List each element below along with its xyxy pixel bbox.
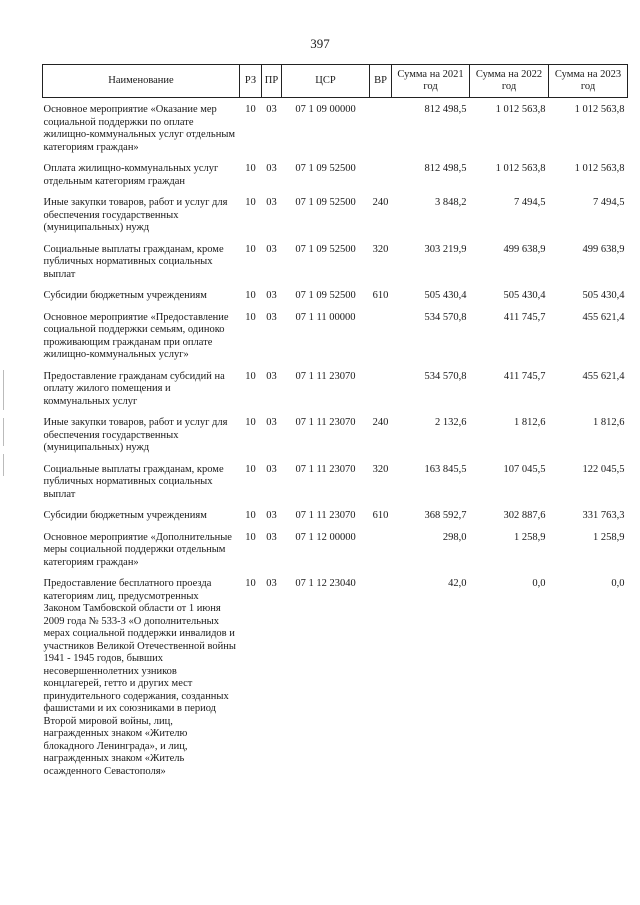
cell-rz: 10: [245, 417, 256, 428]
cell-vr: 610: [372, 290, 389, 301]
table-body: [43, 98, 628, 781]
cell-vr: [370, 364, 392, 411]
table-row: [43, 457, 628, 504]
cell-sum-2021: 3 848,2: [435, 197, 467, 208]
cell-sum-2022: 411 745,7: [503, 311, 546, 323]
cell-rz: 10: [245, 311, 256, 323]
cell-sum-2023: 1 258,9: [593, 531, 625, 543]
cell-name: Основное мероприятие «Предоставление социальной поддержки семьям, одиноко проживающим гражданам при оплате жилищно-коммунальных услуг»: [43, 311, 229, 360]
cell-csr: 07 1 11 23070: [295, 510, 356, 521]
cell-rz: 10: [245, 197, 256, 208]
budget-table-container: [42, 64, 627, 780]
cell-vr: 240: [372, 417, 389, 428]
budget-table: [42, 64, 628, 780]
header-pr: ПР: [262, 65, 282, 98]
cell-rz: 10: [245, 370, 256, 382]
table-row: [43, 156, 628, 190]
cell-csr: 07 1 09 52500: [295, 197, 356, 208]
cell-sum-2023: 0,0: [611, 578, 625, 589]
cell-vr: [370, 98, 392, 157]
table-row: [43, 283, 628, 305]
cell-sum-2021: 812 498,5: [424, 104, 467, 115]
cell-pr: 03: [266, 417, 277, 428]
cell-sum-2023: 1 012 563,8: [574, 104, 625, 115]
cell-rz: 10: [245, 290, 256, 301]
table-row: [43, 503, 628, 525]
cell-csr: 07 1 12 00000: [295, 531, 356, 543]
cell-sum-2021: 303 219,9: [424, 243, 467, 255]
cell-csr: 07 1 11 23070: [295, 463, 356, 475]
cell-vr: 320: [372, 463, 389, 475]
cell-csr: 07 1 11 23070: [295, 417, 356, 428]
cell-sum-2021: 368 592,7: [424, 510, 467, 521]
cell-sum-2021: 534 570,8: [424, 311, 467, 323]
cell-pr: 03: [266, 197, 277, 208]
cell-csr: 07 1 11 00000: [295, 311, 356, 323]
cell-sum-2023: 505 430,4: [582, 290, 625, 301]
cell-name: Предоставление гражданам субсидий на оплату жилого помещения и коммунальных услуг: [43, 370, 225, 407]
cell-sum-2022: 0,0: [532, 578, 546, 589]
cell-sum-2023: 1 012 563,8: [574, 163, 625, 174]
page-number: 397: [310, 36, 330, 51]
cell-rz: 10: [245, 163, 256, 174]
cell-csr: 07 1 09 52500: [295, 243, 356, 255]
cell-sum-2021: 298,0: [442, 531, 467, 543]
cell-name: Иные закупки товаров, работ и услуг для обеспечения государственных (муниципальных) нужд: [43, 417, 228, 453]
cell-sum-2022: 411 745,7: [503, 370, 546, 382]
cell-sum-2021: 505 430,4: [424, 290, 467, 301]
cell-rz: 10: [245, 531, 256, 543]
cell-sum-2022: 302 887,6: [503, 510, 546, 521]
table-row: [43, 571, 628, 780]
cell-sum-2023: 7 494,5: [593, 197, 625, 208]
cell-vr: 240: [372, 197, 389, 208]
cell-rz: 10: [245, 104, 256, 115]
cell-name: Социальные выплаты гражданам, кроме публичных нормативных социальных выплат: [43, 243, 224, 280]
table-row: [43, 410, 628, 457]
cell-name: Субсидии бюджетным учреждениям: [43, 510, 207, 521]
cell-pr: 03: [266, 578, 277, 589]
cell-sum-2023: 455 621,4: [582, 370, 625, 382]
table-row: [43, 190, 628, 237]
cell-rz: 10: [245, 463, 256, 475]
cell-sum-2022: 499 638,9: [503, 243, 546, 255]
cell-rz: 10: [245, 578, 256, 589]
cell-sum-2023: 331 763,3: [582, 510, 625, 521]
cell-name: Социальные выплаты гражданам, кроме публичных нормативных социальных выплат: [43, 463, 224, 500]
cell-pr: 03: [266, 163, 277, 174]
table-row: [43, 237, 628, 284]
scan-edge-marks: [2, 370, 6, 520]
cell-sum-2023: 499 638,9: [582, 243, 625, 255]
header-rz: РЗ: [240, 65, 262, 98]
table-row: [43, 525, 628, 572]
cell-name: Оплата жилищно-коммунальных услуг отдельным категориям граждан: [43, 163, 219, 187]
cell-sum-2023: 455 621,4: [582, 311, 625, 323]
cell-vr: [370, 525, 392, 572]
cell-vr: [370, 571, 392, 780]
cell-name: Предоставление бесплатного проезда категориям лиц, предусмотренных Законом Тамбовской области от 1 июня 2009 года № 533-З «О дополнительных мерах социальной поддержки инвалидов и участников Великой Отечественной войны 1941 - 1945 годов, бывших несовершеннолетних узников концлагерей, гетто и других мест принудительного содержания, созданных фашистами и их союзниками в период Второй мировой войны, лиц, награжденных знаком «Жителю блокадного Ленинграда», и лиц, награжденных знаком «Житель осажденного Севастополя»: [43, 578, 236, 777]
cell-sum-2022: 107 045,5: [503, 463, 546, 475]
cell-sum-2023: 1 812,6: [593, 417, 625, 428]
cell-sum-2021: 534 570,8: [424, 370, 467, 382]
cell-sum-2021: 163 845,5: [424, 463, 467, 475]
table-row: [43, 305, 628, 364]
cell-pr: 03: [266, 290, 277, 301]
cell-sum-2022: 1 012 563,8: [495, 104, 546, 115]
header-vr: ВР: [370, 65, 392, 98]
cell-sum-2022: 7 494,5: [514, 197, 546, 208]
cell-csr: 07 1 11 23070: [295, 370, 356, 382]
cell-pr: 03: [266, 531, 277, 543]
cell-csr: 07 1 09 52500: [295, 163, 356, 174]
header-name: Наименование: [43, 65, 240, 98]
cell-csr: 07 1 12 23040: [295, 578, 356, 589]
cell-pr: 03: [266, 243, 277, 255]
cell-rz: 10: [245, 243, 256, 255]
table-row: [43, 364, 628, 411]
cell-vr: [370, 156, 392, 190]
cell-name: Основное мероприятие «Оказание мер социальной поддержки по оплате жилищно-коммунальных услуг отдельным категориям граждан»: [43, 104, 236, 153]
cell-sum-2021: 42,0: [448, 578, 467, 589]
header-sum-2023: Сумма на 2023 год: [549, 65, 628, 98]
cell-sum-2022: 1 812,6: [514, 417, 546, 428]
cell-vr: 610: [372, 510, 389, 521]
header-sum-2021: Сумма на 2021 год: [392, 65, 470, 98]
cell-csr: 07 1 09 00000: [295, 104, 356, 115]
cell-csr: 07 1 09 52500: [295, 290, 356, 301]
cell-pr: 03: [266, 463, 277, 475]
cell-sum-2022: 1 258,9: [514, 531, 546, 543]
header-sum-2022: Сумма на 2022 год: [470, 65, 549, 98]
cell-sum-2021: 2 132,6: [435, 417, 467, 428]
table-row: [43, 98, 628, 157]
cell-name: Основное мероприятие «Дополнительные меры социальной поддержки отдельным категориям граждан»: [43, 531, 232, 568]
table-header: [43, 65, 628, 98]
cell-vr: [370, 305, 392, 364]
cell-rz: 10: [245, 510, 256, 521]
cell-pr: 03: [266, 510, 277, 521]
cell-sum-2021: 812 498,5: [424, 163, 467, 174]
cell-sum-2022: 1 012 563,8: [495, 163, 546, 174]
cell-sum-2022: 505 430,4: [503, 290, 546, 301]
cell-vr: 320: [372, 243, 389, 255]
cell-sum-2023: 122 045,5: [582, 463, 625, 475]
cell-pr: 03: [266, 104, 277, 115]
cell-pr: 03: [266, 370, 277, 382]
header-csr: ЦСР: [282, 65, 370, 98]
cell-pr: 03: [266, 311, 277, 323]
cell-name: Иные закупки товаров, работ и услуг для обеспечения государственных (муниципальных) нужд: [43, 197, 228, 233]
cell-name: Субсидии бюджетным учреждениям: [43, 290, 207, 301]
